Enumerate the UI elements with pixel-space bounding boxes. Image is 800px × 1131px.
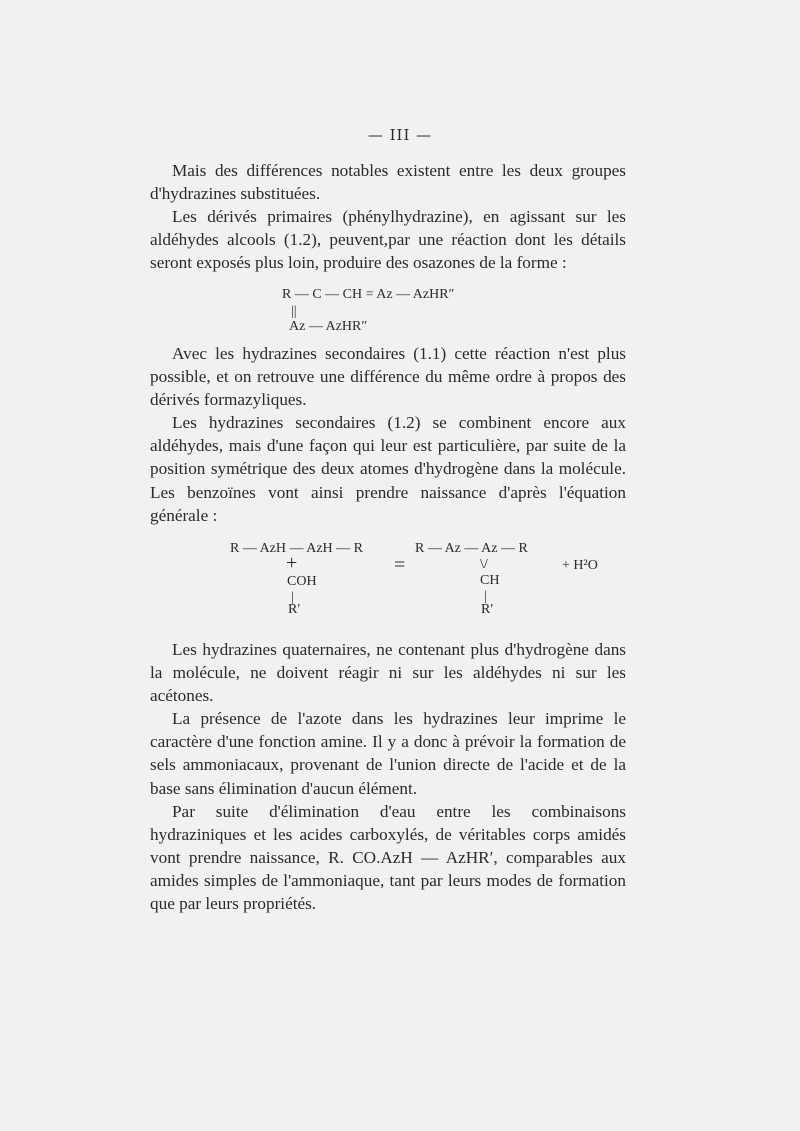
equation-right-bonds: \/: [480, 557, 488, 572]
text-block-bottom: [150, 638, 626, 915]
paragraph: Avec les hydrazines secondaires (1.1) cette réaction n'est plus possible, et on retrouve une différence du même ordre à propos des dérivés formazyliques.: [150, 344, 626, 410]
osazone-formula-double-bond: ||: [291, 304, 297, 319]
equation-right-substituent: R′: [481, 602, 494, 617]
text-block-top: [150, 159, 626, 274]
equation-left-hydrazine: R — AzH — AzH — R: [230, 541, 363, 556]
equation-left-bond: |: [291, 590, 294, 605]
equation-right-ch: CH: [480, 573, 500, 588]
equation-right-bond: |: [484, 589, 487, 604]
page-number: — III —: [367, 126, 433, 144]
osazone-formula-line2: Az — AzHR″: [289, 319, 368, 334]
paragraph: Les hydrazines quaternaires, ne contenant plus d'hydrogène dans la molécule, ne doivent réagir ni sur les aldéhydes ni sur les acétones.: [150, 640, 626, 706]
equation-left-substituent: R′: [288, 602, 301, 617]
paragraph: Mais des différences notables existent entre les deux groupes d'hydrazines substituées.: [150, 161, 626, 204]
equation-water: + H²O: [562, 558, 598, 573]
paragraph: Par suite d'élimination d'eau entre les combinaisons hydraziniques et les acides carboxylés, de véritables corps amidés vont prendre naissance, R. CO.AzH — AzHR′, comparables aux amides simples de l'ammoniaque, tant par leurs modes de formation que par leurs propriétés.: [150, 801, 626, 914]
osazone-formula-line1: R — C — CH = Az — AzHR″: [282, 287, 455, 302]
equation-left-plus: +: [286, 552, 298, 574]
equation-left-aldehyde: COH: [287, 574, 317, 589]
text-block-middle: [150, 342, 626, 527]
equation-right-chain: R — Az — Az — R: [415, 541, 528, 556]
paragraph: Les dérivés primaires (phénylhydrazine), en agissant sur les aldéhydes alcools (1.2), peuvent,par une réaction dont les détails seront exposés plus loin, produire des osazones de la forme :: [150, 207, 626, 273]
paragraph: Les hydrazines secondaires (1.2) se combinent encore aux aldéhydes, mais d'une façon qui leur est particulière, par suite de la position symétrique des deux atomes d'hydrogène dans la molécule. Les benzoïnes vont ainsi prendre naissance d'après l'équation générale :: [150, 413, 626, 525]
equation-equals: =: [394, 554, 406, 576]
paragraph: La présence de l'azote dans les hydrazines leur imprime le caractère d'une fonction amine. Il y a donc à prévoir la formation de sels ammoniacaux, provenant de l'union directe de l'acide et de la base sans élimination d'aucun élément.: [150, 709, 626, 798]
